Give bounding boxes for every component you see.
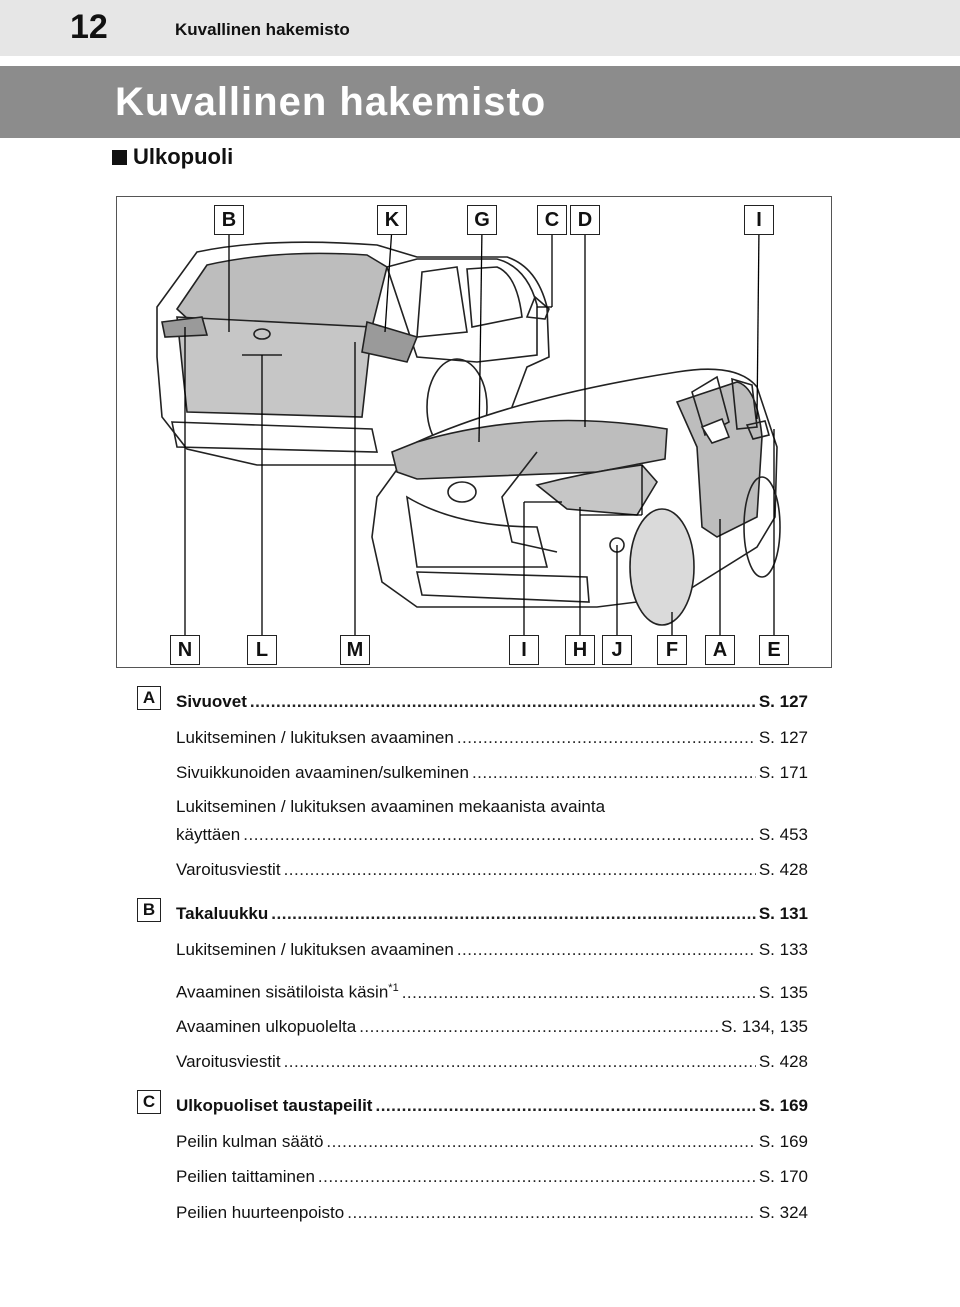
entry-title: Ulkopuoliset taustapeilit xyxy=(176,1096,373,1115)
entry-text: Peilien taittaminen xyxy=(176,1167,315,1186)
page-ref: S. 135 xyxy=(758,982,808,1002)
callout-j-bottom: J xyxy=(602,635,632,665)
entry-text xyxy=(176,982,399,1003)
callout-k-top: K xyxy=(377,205,407,235)
page-ref: S. 131 xyxy=(758,904,808,923)
entry-text: käyttäen xyxy=(176,825,241,844)
header-bar xyxy=(0,0,960,56)
dot-leader xyxy=(347,1203,756,1223)
entry-text: Lukitseminen / lukituksen avaaminen xyxy=(176,940,454,959)
callout-c-top: C xyxy=(537,205,567,235)
entry-item xyxy=(176,1203,808,1223)
dot-leader xyxy=(318,1167,756,1187)
group-letter-a: A xyxy=(137,686,161,710)
page-ref: S. 171 xyxy=(758,763,808,782)
page-ref: S. 133 xyxy=(758,940,808,959)
entry-item xyxy=(176,1132,808,1152)
entry-title: Takaluukku xyxy=(176,904,269,923)
entry-item xyxy=(176,1167,808,1187)
dot-leader xyxy=(375,1096,755,1116)
page-number: 12 xyxy=(70,8,108,46)
callout-a-bottom: A xyxy=(705,635,735,665)
entry-sivuovet xyxy=(176,692,808,712)
square-bullet-icon xyxy=(112,150,127,165)
page-ref: S. 428 xyxy=(758,1052,808,1071)
entry-text: Varoitusviestit xyxy=(176,1052,281,1071)
entry-taustapeilit xyxy=(176,1096,808,1116)
page-ref: S. 134, 135 xyxy=(721,1017,808,1036)
chapter-banner xyxy=(0,66,960,138)
entry-takaluukku xyxy=(176,904,808,924)
entry-item xyxy=(176,940,808,960)
dot-leader xyxy=(472,763,756,783)
dot-leader xyxy=(457,728,756,748)
page-ref: S. 428 xyxy=(758,860,808,879)
entry-text: Sivuikkunoiden avaaminen/sulkeminen xyxy=(176,763,469,782)
chapter-title: Kuvallinen hakemisto xyxy=(115,80,547,124)
footnote-marker: *1 xyxy=(388,982,399,994)
callout-i-bottom: I xyxy=(509,635,539,665)
vehicle-exterior-figure xyxy=(116,196,832,668)
callout-f-bottom: F xyxy=(657,635,687,665)
page-ref: S. 127 xyxy=(758,728,808,747)
group-letter-c: C xyxy=(137,1090,161,1114)
page-ref: S. 453 xyxy=(758,825,808,844)
entry-title: Sivuovet xyxy=(176,692,247,711)
vehicle-illustration xyxy=(117,197,833,669)
section-title: Ulkopuoli xyxy=(133,144,234,169)
dot-leader xyxy=(284,860,756,880)
entry-text: Peilin kulman säätö xyxy=(176,1132,324,1151)
callout-l-bottom: L xyxy=(247,635,277,665)
dot-leader xyxy=(284,1052,756,1072)
page-ref: S. 170 xyxy=(758,1167,808,1186)
running-head: Kuvallinen hakemisto xyxy=(175,20,350,39)
page-ref: S. 169 xyxy=(758,1132,808,1151)
entry-text: Avaaminen ulkopuolelta xyxy=(176,1017,357,1036)
callout-i-top: I xyxy=(744,205,774,235)
entry-item xyxy=(176,1052,808,1072)
dot-leader xyxy=(326,1132,755,1152)
entry-item xyxy=(176,728,808,748)
entry-text: Peilien huurteenpoisto xyxy=(176,1203,345,1222)
entry-item xyxy=(176,763,808,783)
callout-m-bottom: M xyxy=(340,635,370,665)
callout-d-top: D xyxy=(570,205,600,235)
entry-text: Varoitusviestit xyxy=(176,860,281,879)
entry-text-line: Lukitseminen / lukituksen avaaminen mekaanista avainta xyxy=(176,797,606,816)
section-heading xyxy=(112,144,233,170)
entry-text: Lukitseminen / lukituksen avaaminen xyxy=(176,728,454,747)
entry-item xyxy=(176,825,808,845)
entry-item xyxy=(176,860,808,880)
callout-g-top: G xyxy=(467,205,497,235)
dot-leader xyxy=(457,940,756,960)
callout-h-bottom: H xyxy=(565,635,595,665)
page-ref: S. 324 xyxy=(758,1203,808,1222)
dot-leader xyxy=(250,692,756,712)
entry-item xyxy=(176,982,808,1003)
dot-leader xyxy=(359,1017,718,1037)
dot-leader xyxy=(402,983,756,1003)
callout-b-top: B xyxy=(214,205,244,235)
page-ref: S. 127 xyxy=(758,692,808,711)
dot-leader xyxy=(271,904,756,924)
group-letter-b: B xyxy=(137,898,161,922)
callout-e-bottom: E xyxy=(759,635,789,665)
page-ref: S. 169 xyxy=(758,1096,808,1115)
dot-leader xyxy=(243,825,756,845)
callout-n-bottom: N xyxy=(170,635,200,665)
entry-item xyxy=(176,1017,808,1037)
entry-text-main: Avaaminen sisätiloista käsin xyxy=(176,982,389,1002)
